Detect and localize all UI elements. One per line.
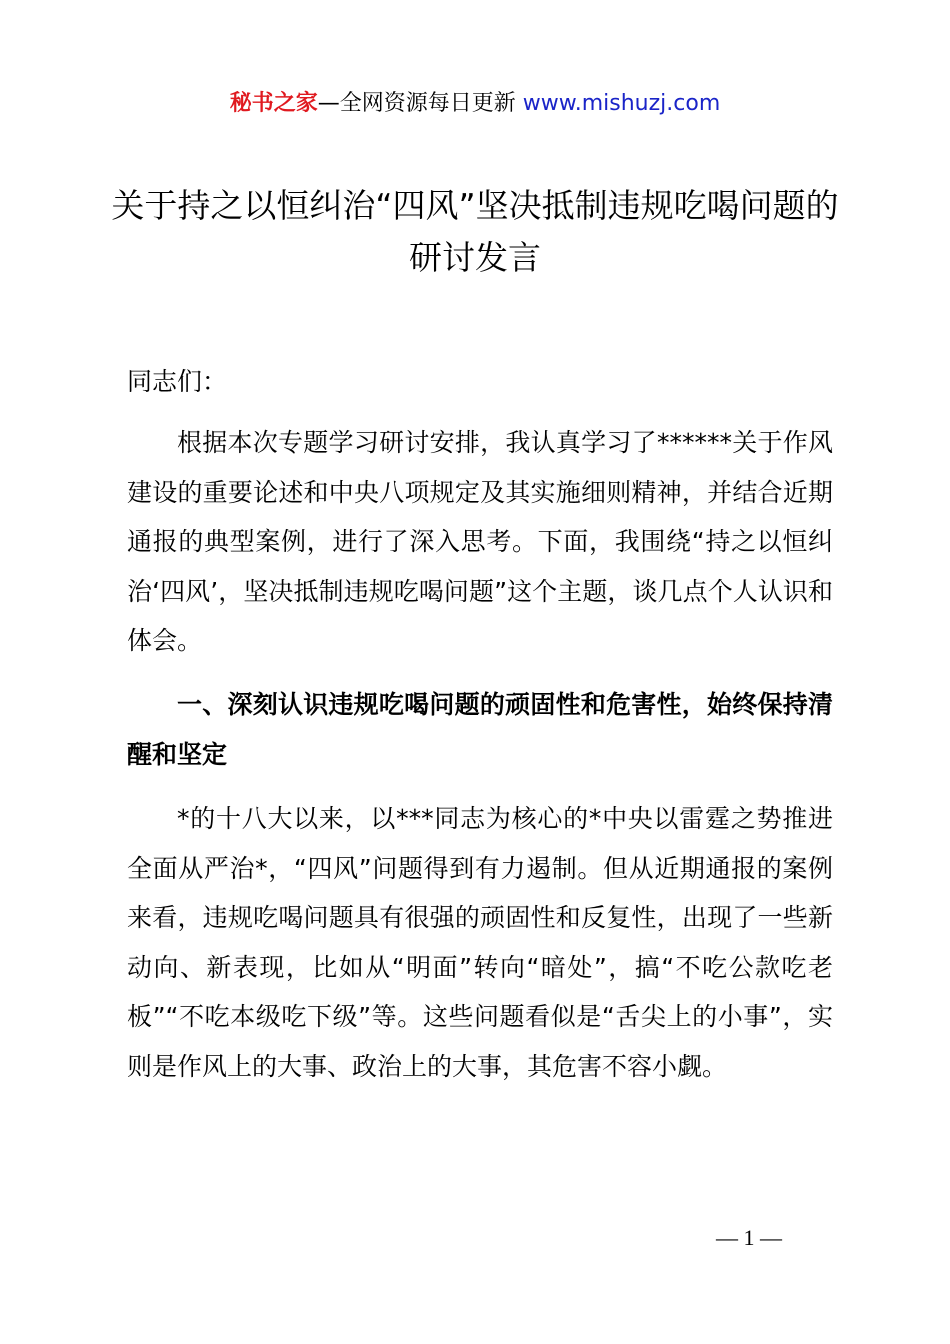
document-title: 关于持之以恒纠治“四风”坚决抵制违规吃喝问题的研讨发言 (111, 186, 839, 277)
site-header (0, 86, 950, 122)
paragraph-intro: 根据本次专题学习研讨安排，我认真学习了******关于作风建设的重要论述和中央八项规定及其实施细则精神，并结合近期通报的典型案例，进行了深入思考。下面，我围绕“持之以恒纠治‘四风’，坚决抵制违规吃喝问题”这个主题，谈几点个人认识和体会。 (127, 428, 833, 656)
paragraph-section-1: *的十八大以来，以***同志为核心的*中央以雷霆之势推进全面从严治*，“四风”问题得到有力遏制。但从近期通报的案例来看，违规吃喝问题具有很强的顽固性和反复性，出现了一些新动向、新表现，比如从“明面”转向“暗处”，搞“不吃公款吃老板”“不吃本级吃下级”等。这些问题看似是“舌尖上的小事”，实则是作风上的大事、政治上的大事，其危害不容小觑。 (127, 804, 833, 1081)
site-url[interactable]: www.mishuzj.com (522, 91, 721, 116)
brand-name: 秘书之家 (229, 91, 318, 116)
header-tagline: —全网资源每日更新 (317, 91, 523, 116)
salutation: 同志们： (127, 367, 228, 396)
section-heading-1: 一、深刻认识违规吃喝问题的顽固性和危害性，始终保持清醒和坚定 (127, 690, 833, 769)
page-number: — 1 — (716, 1225, 782, 1250)
